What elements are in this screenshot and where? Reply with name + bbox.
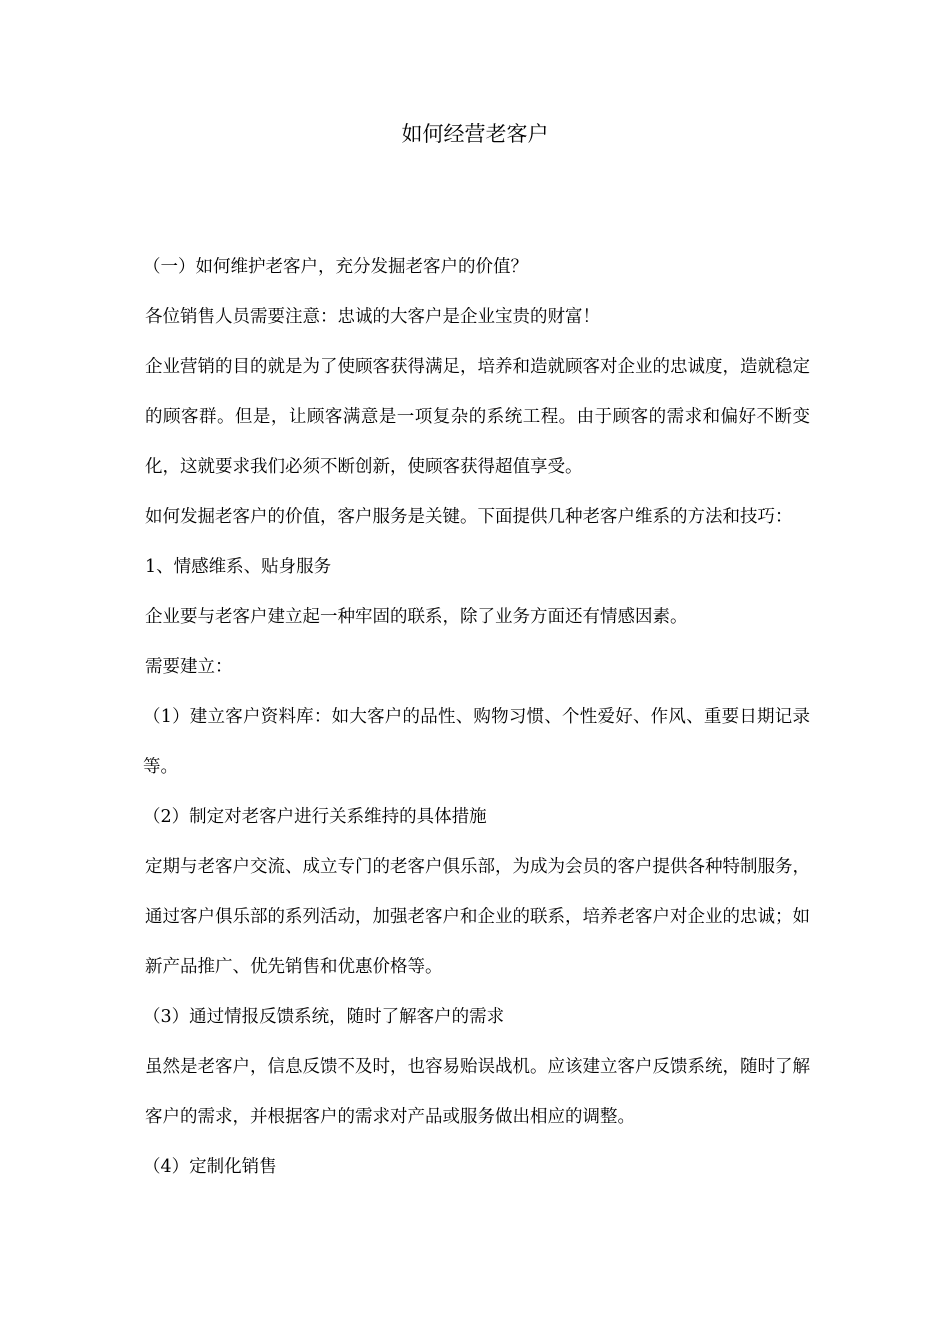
paragraph: 企业营销的目的就是为了使顾客获得满足，培养和造就顾客对企业的忠诚度，造就稳定的顾客群。但是，让顾客满意是一项复杂的系统工程。由于顾客的需求和偏好不断变化，这就要求我们必须不断创新，使顾客获得超值享受。: [145, 357, 810, 477]
list-item: （3）通过情报反馈系统，随时了解客户的需求: [143, 1007, 505, 1027]
paragraph: 各位销售人员需要注意：忠诚的大客户是企业宝贵的财富！: [145, 307, 600, 327]
paragraph: 需要建立：: [145, 657, 233, 677]
list-item: （2）制定对老客户进行关系维持的具体措施: [143, 807, 487, 827]
paragraph: 定期与老客户交流、成立专门的老客户俱乐部，为成为会员的客户提供各种特制服务，通过客户俱乐部的系列活动，加强老客户和企业的联系，培养老客户对企业的忠诚；如新产品推广、优先销售和优惠价格等。: [145, 857, 810, 977]
section-heading: （一）如何维护老客户，充分发掘老客户的价值？: [143, 257, 528, 277]
list-item: （1）建立客户资料库：如大客户的品性、购物习惯、个性爱好、作风、重要日期记录等。: [143, 707, 810, 777]
list-item: （4）定制化销售: [143, 1157, 277, 1177]
paragraph: 虽然是老客户，信息反馈不及时，也容易贻误战机。应该建立客户反馈系统，随时了解客户的需求，并根据客户的需求对产品或服务做出相应的调整。: [145, 1057, 810, 1127]
paragraph: 如何发掘老客户的价值，客户服务是关键。下面提供几种老客户维系的方法和技巧：: [145, 507, 793, 527]
document-body: [145, 242, 810, 1192]
document-title: 如何经营老客户: [401, 122, 549, 146]
subsection-heading: 1、情感维系、贴身服务: [145, 557, 332, 577]
paragraph: 企业要与老客户建立起一种牢固的联系，除了业务方面还有情感因素。: [145, 607, 688, 627]
